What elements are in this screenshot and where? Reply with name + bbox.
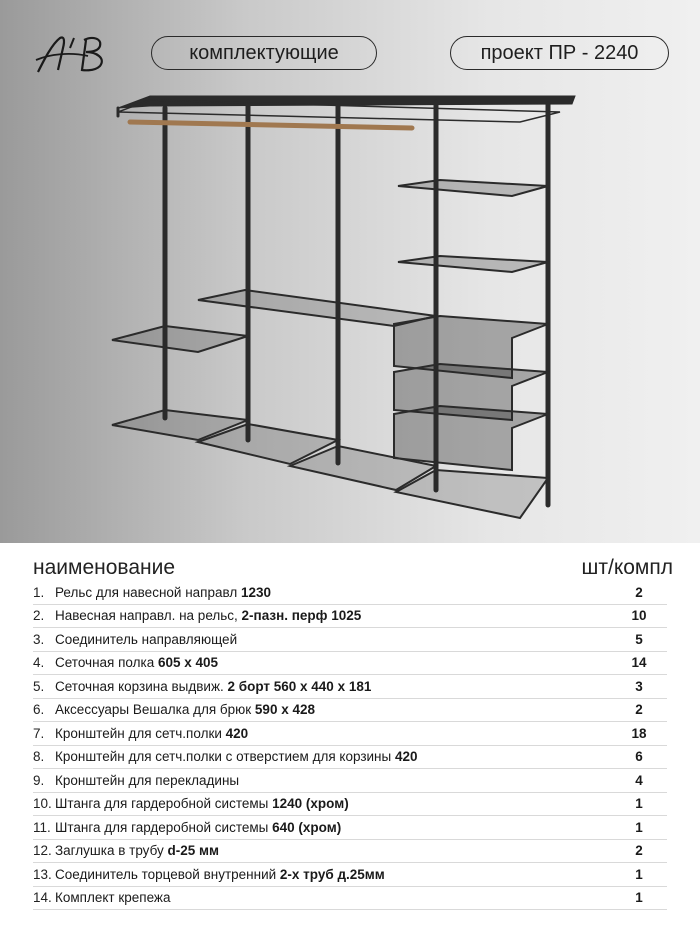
row-number: 14. <box>33 890 52 906</box>
row-name: Навесная направл. на рельс, 2-пазн. перф 1025 <box>55 608 362 624</box>
row-number: 1. <box>33 584 45 600</box>
row-number: 13. <box>33 866 52 882</box>
row-qty: 2 <box>635 584 643 600</box>
row-name: Аксессуары Вешалка для брюк 590 х 428 <box>55 702 315 718</box>
table-row <box>33 652 667 676</box>
table-row <box>33 816 667 840</box>
row-name: Кронштейн для сетч.полки 420 <box>55 725 249 741</box>
table-row <box>33 793 667 817</box>
row-number: 10. <box>33 796 52 812</box>
row-qty: 14 <box>631 655 647 671</box>
table-row <box>33 887 667 911</box>
row-number: 4. <box>33 655 45 671</box>
table-header <box>33 553 673 583</box>
row-number: 9. <box>33 772 45 788</box>
row-name: Кронштейн для сетч.полки с отверстием для корзины 420 <box>55 749 418 765</box>
row-name: Заглушка в трубу d-25 мм <box>55 843 219 859</box>
row-name: Сеточная корзина выдвиж. 2 борт 560 х 440 х 181 <box>55 678 372 694</box>
row-qty: 2 <box>635 702 643 718</box>
row-number: 7. <box>33 725 45 741</box>
row-qty: 1 <box>635 866 643 882</box>
row-name: Штанга для гардеробной системы 640 (хром) <box>55 819 342 835</box>
row-number: 12. <box>33 843 52 859</box>
row-number: 2. <box>33 608 45 624</box>
row-qty: 6 <box>635 749 643 765</box>
table-row <box>33 769 667 793</box>
table-row <box>33 581 667 605</box>
row-name: Комплект крепежа <box>55 890 171 906</box>
row-qty: 18 <box>631 725 647 741</box>
table-row <box>33 605 667 629</box>
row-qty: 1 <box>635 890 643 906</box>
row-number: 3. <box>33 631 45 647</box>
row-name: Рельс для навесной направл 1230 <box>55 584 272 600</box>
row-name: Штанга для гардеробной системы 1240 (хром) <box>55 796 349 812</box>
row-number: 6. <box>33 702 45 718</box>
table-row <box>33 840 667 864</box>
row-number: 11. <box>33 819 51 835</box>
row-number: 8. <box>33 749 45 765</box>
row-qty: 3 <box>635 678 643 694</box>
row-number: 5. <box>33 678 45 694</box>
table-row <box>33 722 667 746</box>
table-row <box>33 628 667 652</box>
row-qty: 10 <box>631 608 647 624</box>
column-qty-header: шт/компл <box>581 556 673 579</box>
table-row <box>33 746 667 770</box>
row-qty: 1 <box>635 819 643 835</box>
project-label: проект ПР - 2240 <box>480 41 639 64</box>
row-qty: 2 <box>635 843 643 859</box>
row-name: Соединитель направляющей <box>55 631 238 647</box>
row-name: Сеточная полка 605 х 405 <box>55 655 219 671</box>
row-name: Соединитель торцевой внутренний 2-х труб д.25мм <box>55 866 385 882</box>
row-name: Кронштейн для перекладины <box>55 772 240 788</box>
row-qty: 5 <box>635 631 643 647</box>
table-row <box>33 675 667 699</box>
category-label: комплектующие <box>189 41 339 64</box>
table-row <box>33 699 667 723</box>
row-qty: 4 <box>635 772 643 788</box>
column-name-header: наименование <box>33 556 176 579</box>
table-row <box>33 863 667 887</box>
parts-table <box>0 581 700 910</box>
row-qty: 1 <box>635 796 643 812</box>
